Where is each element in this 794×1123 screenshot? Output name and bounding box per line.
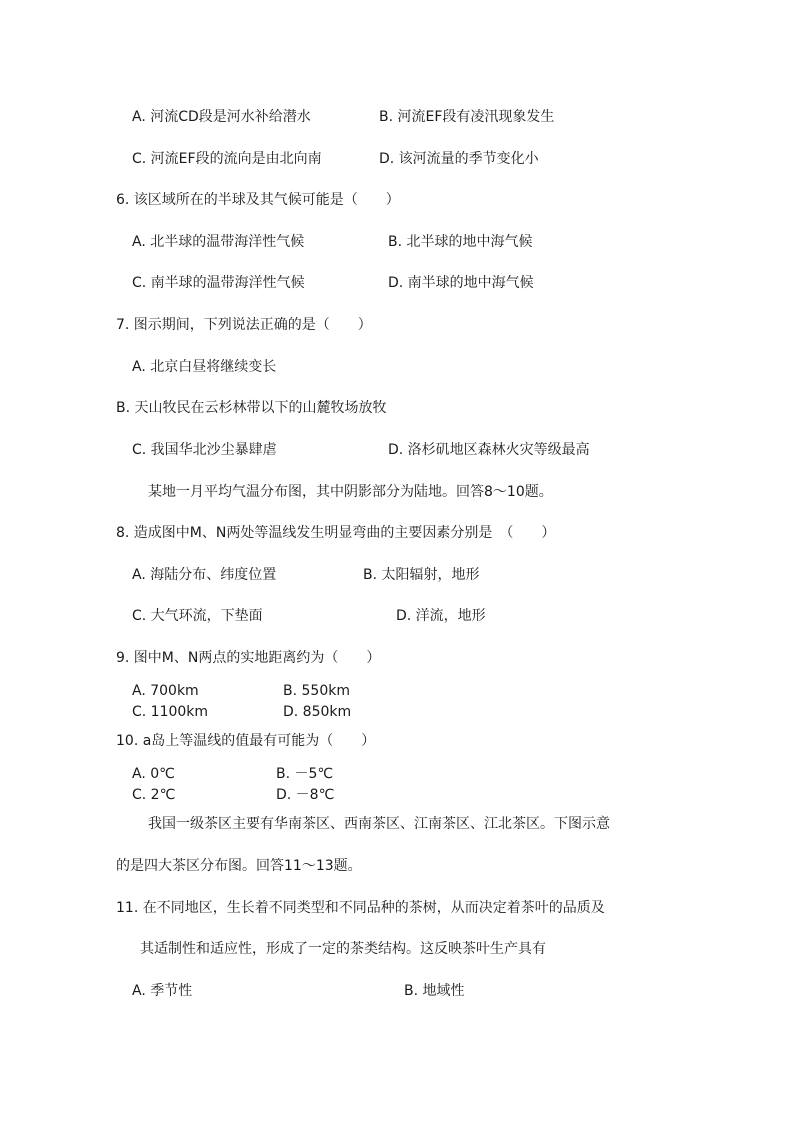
q5-option-d: D. 该河流量的季节变化小 <box>379 151 539 167</box>
intro-11-13-line1: 我国一级茶区主要有华南茶区、西南茶区、江南茶区、江北茶区。下图示意 <box>148 816 610 832</box>
q6-option-c: C. 南半球的温带海洋性气候 <box>132 275 305 291</box>
q9-option-d: D. 850km <box>283 704 352 720</box>
q7-option-a: A. 北京白昼将继续变长 <box>132 359 277 375</box>
q11-stem-line2: 其适制性和适应性，形成了一定的茶类结构。这反映茶叶生产具有 <box>140 941 546 957</box>
q5-option-c: C. 河流EF段的流向是由北向南 <box>132 151 322 167</box>
q7-stem: 7. 图示期间，下列说法正确的是（ ） <box>116 317 372 333</box>
q6-stem: 6. 该区域所在的半球及其气候可能是（ ） <box>116 192 400 208</box>
q5-option-b: B. 河流EF段有凌汛现象发生 <box>379 109 555 125</box>
q9-option-c: C. 1100km <box>132 704 209 720</box>
q8-option-d: D. 洋流，地形 <box>396 608 486 624</box>
q7-option-b: B. 天山牧民在云杉林带以下的山麓牧场放牧 <box>116 400 387 416</box>
q6-option-b: B. 北半球的地中海气候 <box>388 234 533 250</box>
q8-option-a: A. 海陆分布、纬度位置 <box>132 567 277 583</box>
q7-option-c: C. 我国华北沙尘暴肆虐 <box>132 442 277 458</box>
intro-11-13-line2: 的是四大茶区分布图。回答11～13题。 <box>116 858 362 874</box>
q10-option-a: A. 0℃ <box>132 766 175 782</box>
q8-option-b: B. 太阳辐射，地形 <box>363 567 480 583</box>
q9-option-a: A. 700km <box>132 683 199 699</box>
q8-stem: 8. 造成图中M、N两处等温线发生明显弯曲的主要因素分别是 （ ） <box>116 525 556 541</box>
q10-option-b: B. －5℃ <box>276 766 334 782</box>
q8-option-c: C. 大气环流，下垫面 <box>132 608 263 624</box>
q6-option-d: D. 南半球的地中海气候 <box>388 275 534 291</box>
q10-stem: 10. a岛上等温线的值最有可能为（ ） <box>116 733 376 749</box>
q11-option-a: A. 季节性 <box>132 983 193 999</box>
q9-option-b: B. 550km <box>283 683 350 699</box>
q6-option-a: A. 北半球的温带海洋性气候 <box>132 234 305 250</box>
q9-stem: 9. 图中M、N两点的实地距离约为（ ） <box>116 650 381 666</box>
q11-stem-line1: 11. 在不同地区，生长着不同类型和不同品种的茶树，从而决定着茶叶的品质及 <box>116 900 605 916</box>
q10-option-d: D. －8℃ <box>276 787 335 803</box>
intro-8-10: 某地一月平均气温分布图，其中阴影部分为陆地。回答8～10题。 <box>148 484 553 500</box>
q11-option-b: B. 地域性 <box>404 983 465 999</box>
q5-option-a: A. 河流CD段是河水补给潜水 <box>132 109 311 125</box>
q7-option-d: D. 洛杉矶地区森林火灾等级最高 <box>388 442 590 458</box>
q10-option-c: C. 2℃ <box>132 787 176 803</box>
